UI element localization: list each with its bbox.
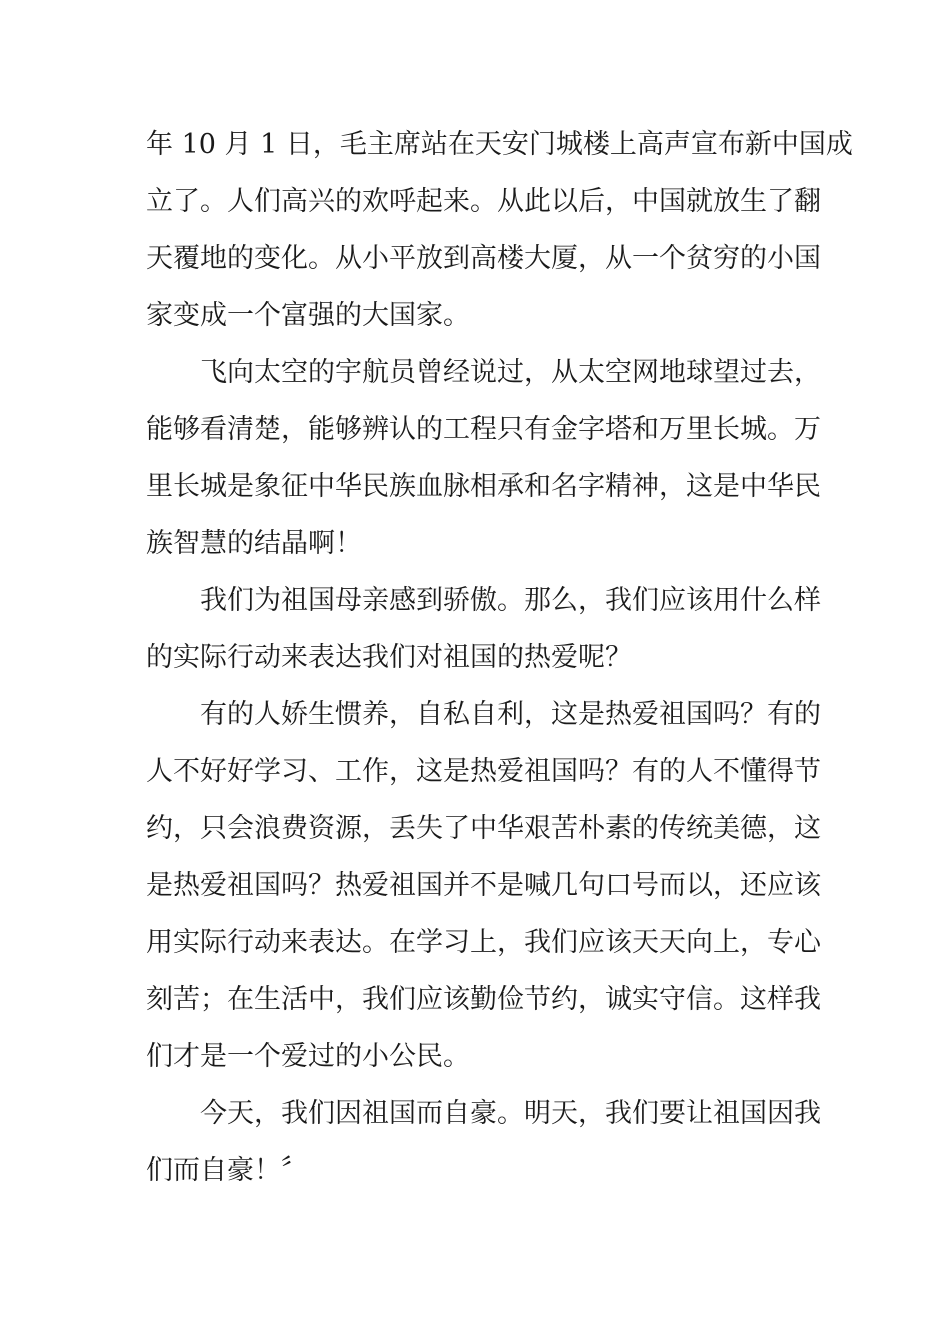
paragraph-4-line-4: 是热爱祖国吗？热爱祖国并不是喊几句口号而以，还应该 <box>146 870 821 901</box>
paragraph-3-line-1: 我们为祖国母亲感到骄傲。那么，我们应该用什么样 <box>200 585 821 616</box>
paragraph-1-line-4: 家变成一个富强的大国家。 <box>146 300 470 331</box>
paragraph-5-line-2: 们而自豪！〞 <box>146 1155 308 1186</box>
paragraph-1-line-1: 年 10 月 1 日，毛主席站在天安门城楼上高声宣布新中国成 <box>146 129 853 160</box>
paragraph-2-line-1: 飞向太空的宇航员曾经说过，从太空网地球望过去， <box>200 357 821 388</box>
paragraph-4-line-6: 刻苦；在生活中，我们应该勤俭节约，诚实守信。这样我 <box>146 984 821 1015</box>
paragraph-4-line-3: 约，只会浪费资源，丢失了中华艰苦朴素的传统美德，这 <box>146 813 821 844</box>
paragraph-4-line-1: 有的人娇生惯养，自私自利，这是热爱祖国吗？有的 <box>200 699 821 730</box>
paragraph-1-line-2: 立了。人们高兴的欢呼起来。从此以后，中国就放生了翻 <box>146 186 821 217</box>
document-body <box>146 116 853 1199</box>
paragraph-4-line-7: 们才是一个爱过的小公民。 <box>146 1041 470 1072</box>
paragraph-1-line-3: 天覆地的变化。从小平放到高楼大厦，从一个贫穷的小国 <box>146 243 821 274</box>
paragraph-2-line-3: 里长城是象征中华民族血脉相承和名字精神，这是中华民 <box>146 471 821 502</box>
paragraph-4-line-2: 人不好好学习、工作，这是热爱祖国吗？有的人不懂得节 <box>146 756 821 787</box>
paragraph-3-line-2: 的实际行动来表达我们对祖国的热爱呢？ <box>146 642 632 673</box>
paragraph-2-line-2: 能够看清楚，能够辨认的工程只有金字塔和万里长城。万 <box>146 414 821 445</box>
paragraph-2-line-4: 族智慧的结晶啊！ <box>146 528 362 559</box>
paragraph-4-line-5: 用实际行动来表达。在学习上，我们应该天天向上，专心 <box>146 927 821 958</box>
paragraph-5-line-1: 今天，我们因祖国而自豪。明天，我们要让祖国因我 <box>200 1098 821 1129</box>
